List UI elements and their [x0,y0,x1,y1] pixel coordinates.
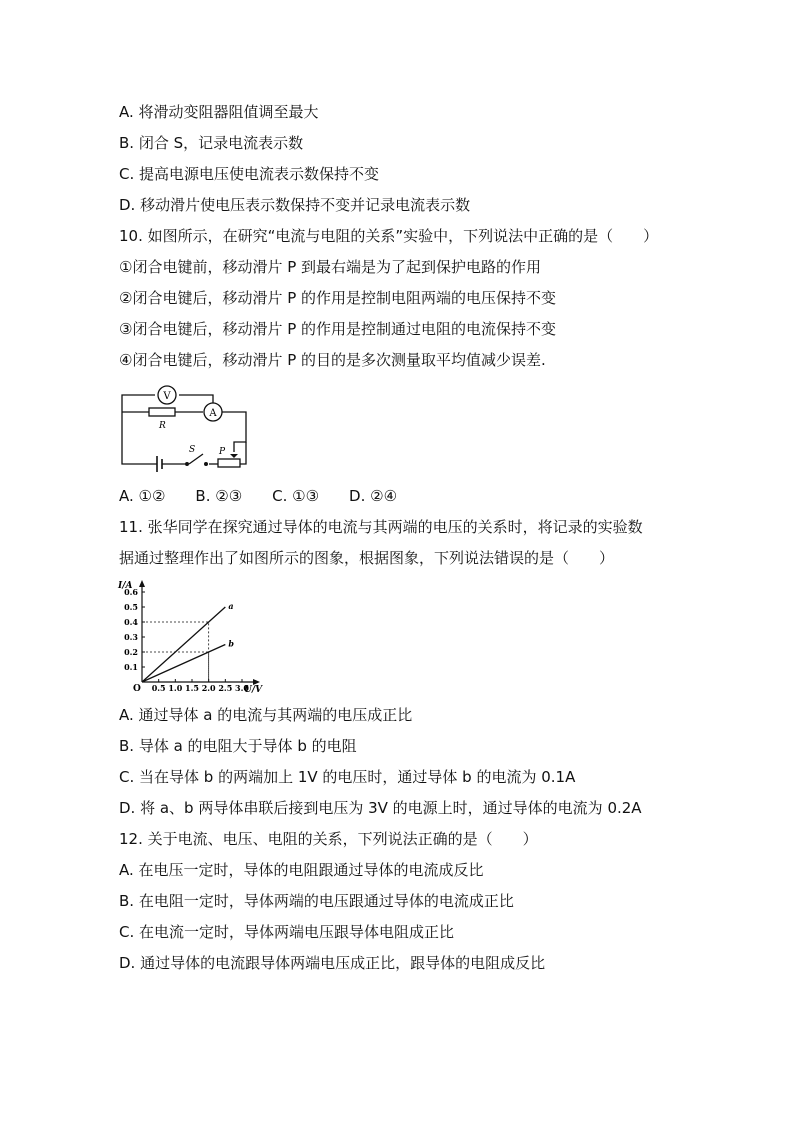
question-11-stem: 11. 张华同学在探究通过导体的电流与其两端的电压的关系时，将记录的实验数 [119,518,643,536]
x-tick-label: 2.0 [201,683,216,693]
option-line: B. 闭合 S，记录电流表示数 [119,134,304,152]
option-line: C. 提高电源电压使电流表示数保持不变 [119,165,380,183]
series-label-b: b [228,638,234,649]
statement-line: ④闭合电键后，移动滑片 P 的目的是多次测量取平均值减少误差. [119,351,546,369]
series-line-a [142,607,225,682]
x-tick-label: 1.5 [185,683,199,693]
option-line: B. 导体 a 的电阻大于导体 b 的电阻 [119,737,357,755]
switch-icon [189,454,203,464]
option-line: D. 移动滑片使电压表示数保持不变并记录电流表示数 [119,196,471,214]
series-line-b [142,645,225,683]
y-tick-label: 0.6 [124,587,138,597]
statement-line: ①闭合电键前，移动滑片 P 到最右端是为了起到保护电路的作用 [119,258,542,276]
option-line: A. 将滑动变阻器阻值调至最大 [119,103,319,121]
slider-label: P [219,447,226,457]
question-11-stem-cont: 据通过整理作出了如图所示的图象，根据图象，下列说法错误的是（ ） [119,549,615,567]
series-label-a: a [228,601,234,611]
option-line: C. 当在导体 b 的两端加上 1V 的电压时，通过导体 b 的电流为 0.1A [119,768,576,786]
y-tick-label: 0.5 [124,602,138,612]
origin-label: O [133,684,141,694]
statement-line: ③闭合电键后，移动滑片 P 的作用是控制通过电阻的电流保持不变 [119,320,557,338]
current-voltage-graph [116,578,264,694]
y-axis-label: I/A [118,581,133,591]
question-10-options: A. ①② B. ②③ C. ①③ D. ②④ [119,487,398,505]
x-tick-label: 2.5 [218,683,233,693]
option-line: D. 将 a、b 两导体串联后接到电压为 3V 的电源上时，通过导体的电流为 0.2A [119,799,642,817]
x-tick-label: 3.0 [235,683,249,693]
option-line: C. 在电流一定时，导体两端电压跟导体电阻成正比 [119,923,455,941]
ammeter-label: A [209,408,217,419]
question-10-stem: 10. 如图所示，在研究“电流与电阻的关系”实验中，下列说法中正确的是（ ） [119,227,659,245]
y-tick-label: 0.3 [124,632,138,642]
option-line: A. 通过导体 a 的电流与其两端的电压成正比 [119,706,413,724]
y-tick-label: 0.1 [124,662,138,672]
x-tick-label: 1.0 [168,683,183,693]
switch-label: S [189,445,196,455]
resistor-icon [149,408,175,416]
x-tick-label: 0.5 [151,683,166,693]
x-axis-label: U/V [244,685,263,694]
option-line: A. 在电压一定时，导体的电阻跟通过导体的电流成反比 [119,861,484,879]
battery-icon [157,456,162,472]
statement-line: ②闭合电键后，移动滑片 P 的作用是控制电阻两端的电压保持不变 [119,289,557,307]
y-tick-label: 0.2 [124,647,138,657]
voltmeter-label: V [163,391,171,402]
circuit-diagram [119,382,259,472]
resistor-label: R [159,421,166,431]
y-tick-label: 0.4 [124,617,138,627]
question-12-stem: 12. 关于电流、电压、电阻的关系，下列说法正确的是（ ） [119,830,538,848]
option-line: B. 在电阻一定时，导体两端的电压跟通过导体的电流成正比 [119,892,514,910]
rheostat-icon [218,459,240,467]
option-line: D. 通过导体的电流跟导体两端电压成正比，跟导体的电阻成反比 [119,954,546,972]
